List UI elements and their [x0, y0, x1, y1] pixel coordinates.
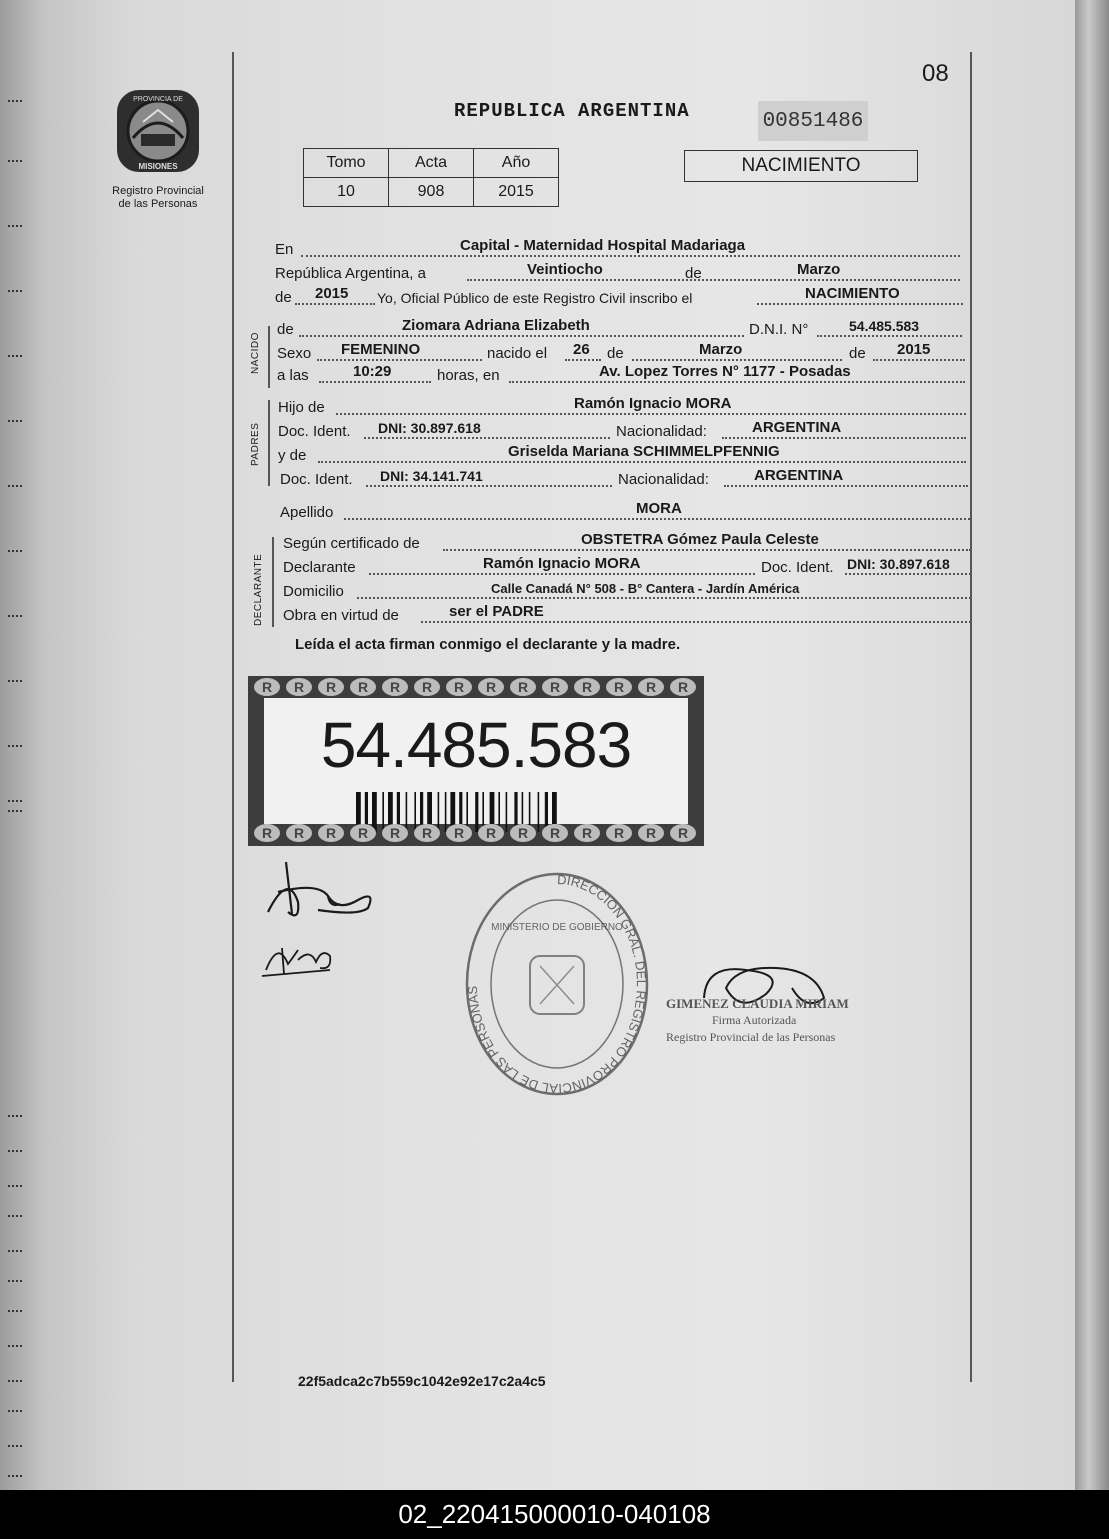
declarant-address: Calle Canadá N° 508 - B° Cantera - Jardín América — [491, 581, 800, 596]
sticker-r-mark: R — [670, 824, 696, 842]
sticker-r-mark: R — [382, 678, 408, 696]
line-address — [283, 582, 971, 602]
section-nacido-label: NACIDO — [250, 332, 261, 374]
label-doc-ident-3: Doc. Ident. — [761, 559, 834, 576]
line-acts-as — [283, 603, 971, 626]
registry-caption — [102, 185, 214, 211]
label-hijo-de: Hijo de — [278, 399, 325, 416]
child-sex: FEMENINO — [341, 341, 421, 358]
label-de-year: de — [275, 289, 292, 306]
document-title: REPUBLICA ARGENTINA — [454, 100, 690, 122]
record-month: Marzo — [797, 261, 841, 278]
binding-tick — [8, 1410, 22, 1412]
sticker-r-mark: R — [670, 678, 696, 696]
birth-year: 2015 — [897, 341, 931, 358]
document-hash: 22f5adca2c7b559c1042e92e17c2a4c5 — [298, 1373, 546, 1389]
father-doc: DNI: 30.897.618 — [378, 420, 481, 436]
sticker-r-mark: R — [606, 678, 632, 696]
label-dni: D.N.I. N° — [749, 321, 809, 338]
sticker-r-mark: R — [542, 678, 568, 696]
sticker-r-mark: R — [446, 678, 472, 696]
signature-note: Leída el acta firman conmigo el declarante y la madre. — [295, 636, 681, 653]
registration-table — [303, 148, 559, 207]
father-nationality: ARGENTINA — [752, 419, 842, 436]
child-dni: 54.485.583 — [849, 318, 920, 334]
sticker-label — [264, 698, 688, 824]
label-domicilio: Domicilio — [283, 583, 344, 600]
section-declarante-label: DECLARANTE — [253, 553, 264, 626]
sticker-r-mark: R — [318, 678, 344, 696]
sticker-r-mark: R — [414, 824, 440, 842]
binding-tick — [8, 1345, 22, 1347]
line-declarant — [283, 555, 971, 578]
binding-tick — [8, 1250, 22, 1252]
label-doc-ident: Doc. Ident. — [278, 423, 351, 440]
officer-name: GIMENEZ CLAUDIA MIRIAM — [666, 996, 849, 1011]
surname: MORA — [636, 500, 682, 517]
binding-tick — [8, 420, 22, 422]
binding-tick — [8, 800, 22, 802]
sticker-r-mark: R — [286, 824, 312, 842]
dni-sticker — [248, 676, 704, 846]
father-name: Ramón Ignacio MORA — [574, 395, 732, 412]
line-name — [277, 317, 962, 340]
label-de-month: de — [849, 345, 866, 362]
sticker-r-mark: R — [638, 678, 664, 696]
sticker-r-mark: R — [318, 824, 344, 842]
binding-tick — [8, 615, 22, 617]
emblem-top-text: PROVINCIA DE — [133, 96, 183, 103]
sticker-r-mark: R — [446, 824, 472, 842]
line-certificate — [283, 531, 971, 554]
label-doc-ident-2: Doc. Ident. — [280, 471, 353, 488]
sticker-r-mark: R — [606, 824, 632, 842]
header-tomo: Tomo — [304, 149, 389, 178]
sticker-r-mark: R — [478, 824, 504, 842]
value-ano: 2015 — [474, 178, 559, 207]
sticker-r-mark: R — [350, 678, 376, 696]
sticker-r-mark: R — [350, 824, 376, 842]
binding-tick — [8, 485, 22, 487]
label-declarante: Declarante — [283, 559, 356, 576]
inscription-type: NACIMIENTO — [805, 285, 900, 302]
emblem-bottom-text: MISIONES — [138, 162, 178, 171]
province-emblem-icon — [113, 88, 203, 174]
binding-tick — [8, 290, 22, 292]
binding-tick — [8, 1215, 22, 1217]
sticker-r-mark: R — [254, 678, 280, 696]
page-edge — [1075, 0, 1109, 1490]
act-type: NACIMIENTO — [684, 150, 918, 182]
sticker-r-mark: R — [382, 824, 408, 842]
binding-tick — [8, 1150, 22, 1152]
label-republica: República Argentina, a — [275, 265, 426, 282]
sticker-dni-number: 54.485.583 — [320, 709, 632, 781]
label-nacido-el: nacido el — [487, 345, 548, 362]
sticker-pattern-bottom — [254, 824, 698, 844]
certificate-by: OBSTETRA Gómez Paula Celeste — [581, 531, 819, 548]
birth-address: Av. Lopez Torres N° 1177 - Posadas — [599, 363, 851, 380]
binding-tick — [8, 1475, 22, 1477]
mother-name: Griselda Mariana SCHIMMELPFENNIG — [508, 443, 780, 460]
sticker-r-mark: R — [542, 824, 568, 842]
record-year: 2015 — [315, 285, 349, 302]
header-acta: Acta — [389, 149, 474, 178]
line-father-doc — [278, 419, 966, 442]
label-y-de: y de — [278, 447, 307, 464]
line-mother — [278, 443, 966, 466]
sticker-r-mark: R — [254, 824, 280, 842]
binding-tick — [8, 355, 22, 357]
registration-table-header — [304, 149, 559, 178]
page-number: 08 — [922, 60, 949, 87]
label-horas-en: horas, en — [437, 367, 500, 384]
label-en: En — [275, 241, 294, 258]
binding-tick — [8, 1115, 22, 1117]
binding-tick — [8, 1380, 22, 1382]
label-nacionalidad: Nacionalidad: — [616, 423, 707, 440]
officer-phrase: Yo, Oficial Público de este Registro Civil inscribo el — [377, 290, 693, 306]
binding-tick — [8, 680, 22, 682]
file-caption: 02_220415000010-040108 — [0, 1490, 1109, 1539]
record-day-words: Veintiocho — [527, 261, 603, 278]
signatures-icon — [258, 852, 398, 992]
binding-tick — [8, 550, 22, 552]
officer-role: Firma Autorizada — [712, 1013, 797, 1027]
officer-office: Registro Provincial de las Personas — [666, 1030, 836, 1044]
binding-tick — [8, 745, 22, 747]
binding-marks — [8, 0, 32, 1490]
label-apellido: Apellido — [280, 504, 334, 521]
label-segun-certificado: Según certificado de — [283, 535, 420, 552]
officer-stamp — [666, 995, 849, 1046]
registry-caption-line1: Registro Provincial — [112, 185, 204, 197]
line-date — [275, 261, 960, 284]
declarant-name: Ramón Ignacio MORA — [483, 555, 641, 572]
line-year — [275, 285, 963, 308]
child-name: Ziomara Adriana Elizabeth — [402, 317, 590, 334]
line-father — [278, 395, 966, 418]
label-de-day: de — [607, 345, 624, 362]
value-tomo: 10 — [304, 178, 389, 207]
binding-tick — [8, 810, 22, 812]
seal-inner-text: MINISTERIO DE GOBIERNO — [491, 922, 623, 933]
binding-tick — [8, 100, 22, 102]
binding-tick — [8, 1445, 22, 1447]
mother-doc: DNI: 34.141.741 — [380, 468, 483, 484]
label-a-las: a las — [277, 367, 309, 384]
registration-table-values — [304, 178, 559, 207]
line-sex — [277, 341, 965, 364]
sticker-r-mark: R — [414, 678, 440, 696]
line-mother-doc — [280, 467, 968, 490]
label-de-name: de — [277, 321, 294, 338]
mother-nationality: ARGENTINA — [754, 467, 844, 484]
serial-number: 00851486 — [758, 101, 868, 141]
birth-day: 26 — [573, 341, 590, 358]
sticker-pattern-top — [254, 678, 698, 698]
official-seal-icon — [462, 870, 652, 1100]
value-acta: 908 — [389, 178, 474, 207]
sticker-r-mark: R — [574, 824, 600, 842]
declarant-doc: DNI: 30.897.618 — [847, 556, 950, 572]
sticker-r-mark: R — [574, 678, 600, 696]
line-time — [277, 363, 965, 386]
sticker-r-mark: R — [638, 824, 664, 842]
binding-tick — [8, 1185, 22, 1187]
sticker-r-mark: R — [478, 678, 504, 696]
label-sexo: Sexo — [277, 345, 312, 362]
declarant-role: ser el PADRE — [449, 603, 544, 620]
sticker-r-mark: R — [510, 678, 536, 696]
birth-month: Marzo — [699, 341, 743, 358]
registry-caption-line2: de las Personas — [118, 198, 198, 210]
binding-tick — [8, 1310, 22, 1312]
binding-tick — [8, 225, 22, 227]
label-nacionalidad-2: Nacionalidad: — [618, 471, 709, 488]
line-apellido — [280, 500, 970, 523]
sticker-r-mark: R — [510, 824, 536, 842]
seal-text: DIRECCION GRAL. DEL REGISTRO PROVINCIAL DE LAS PERSONAS — [464, 871, 649, 1097]
sticker-r-mark: R — [286, 678, 312, 696]
binding-tick — [8, 1280, 22, 1282]
section-padres-label: PADRES — [250, 422, 261, 466]
birth-time: 10:29 — [353, 363, 392, 380]
label-de: de — [685, 265, 702, 282]
label-obra-en-virtud: Obra en virtud de — [283, 607, 399, 624]
header-ano: Año — [474, 149, 559, 178]
binding-tick — [8, 160, 22, 162]
birth-place: Capital - Maternidad Hospital Madariaga — [460, 237, 746, 254]
line-place — [275, 237, 960, 260]
